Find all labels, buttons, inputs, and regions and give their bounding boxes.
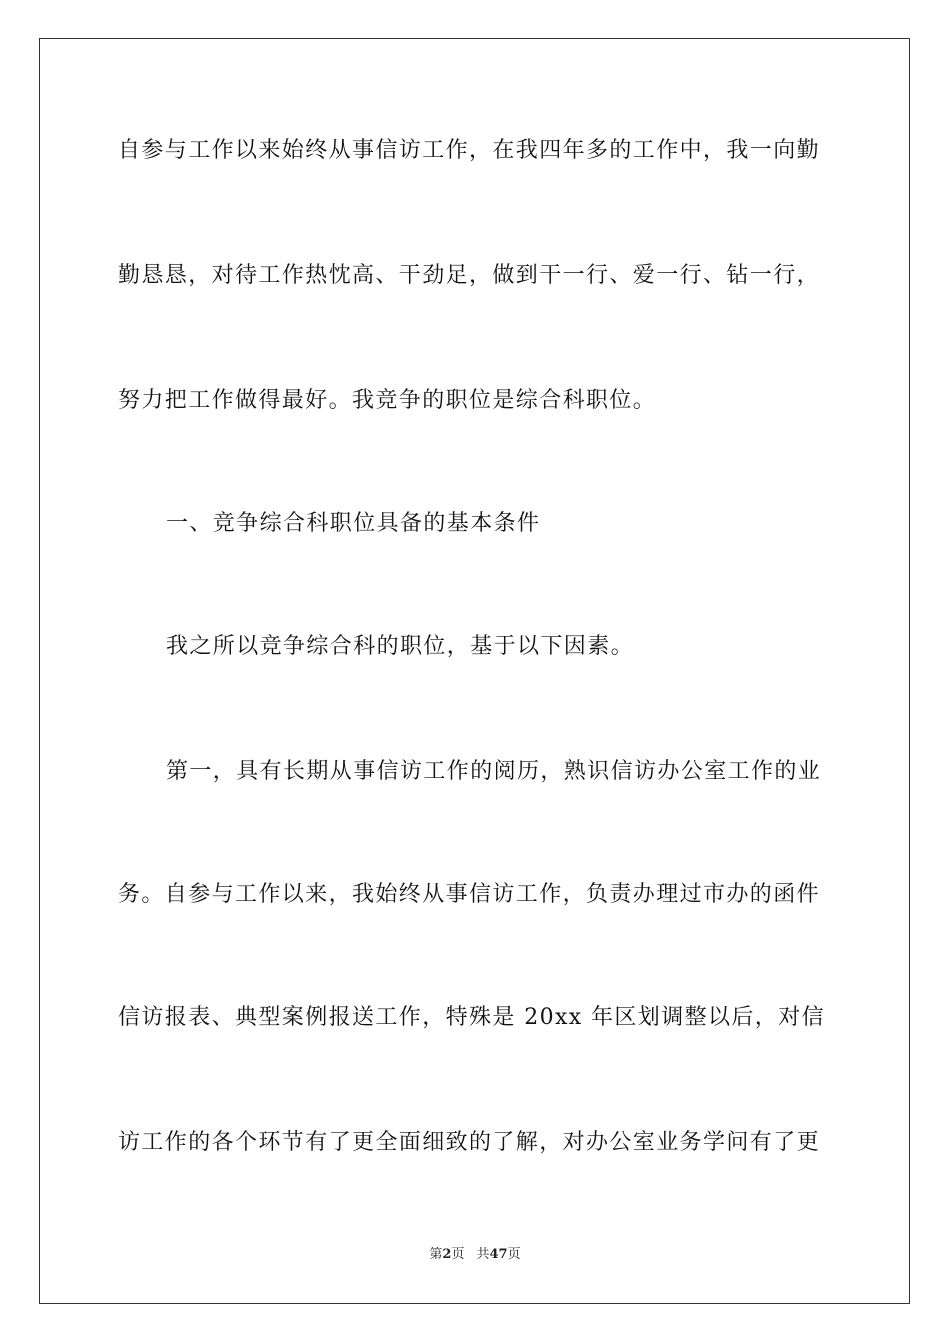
body-line-6: 第一，具有长期从事信访工作的阅历，熟识信访办公室工作的业 (166, 759, 822, 784)
body-line-2: 勤恳恳，对待工作热忱高、干劲足，做到干一行、爱一行、钻一行， (118, 263, 821, 288)
body-line-5: 我之所以竞争综合科的职位，基于以下因素。 (166, 634, 635, 659)
footer-total-prefix: 共 (476, 1247, 490, 1262)
footer-total-pages: 47 (489, 1247, 508, 1262)
body-line-3: 努力把工作做得最好。我竞争的职位是综合科职位。 (118, 388, 657, 413)
body-line-7: 务。自参与工作以来，我始终从事信访工作，负责办理过市办的函件 (118, 882, 821, 907)
footer-total-suffix: 页 (507, 1247, 521, 1262)
footer-page-suffix: 页 (451, 1247, 465, 1262)
section-heading: 一、竞争综合科职位具备的基本条件 (166, 511, 541, 536)
footer-page-prefix: 第 (429, 1247, 443, 1262)
page-footer (0, 1246, 950, 1264)
page-border (39, 38, 910, 1304)
body-line-8: 信访报表、典型案例报送工作，特殊是 20xx 年区划调整以后，对信 (118, 1005, 825, 1030)
footer-page-number: 2 (442, 1247, 452, 1262)
body-line-9: 访工作的各个环节有了更全面细致的了解，对办公室业务学问有了更 (118, 1130, 821, 1155)
body-line-1: 自参与工作以来始终从事信访工作，在我四年多的工作中，我一向勤 (118, 138, 821, 163)
